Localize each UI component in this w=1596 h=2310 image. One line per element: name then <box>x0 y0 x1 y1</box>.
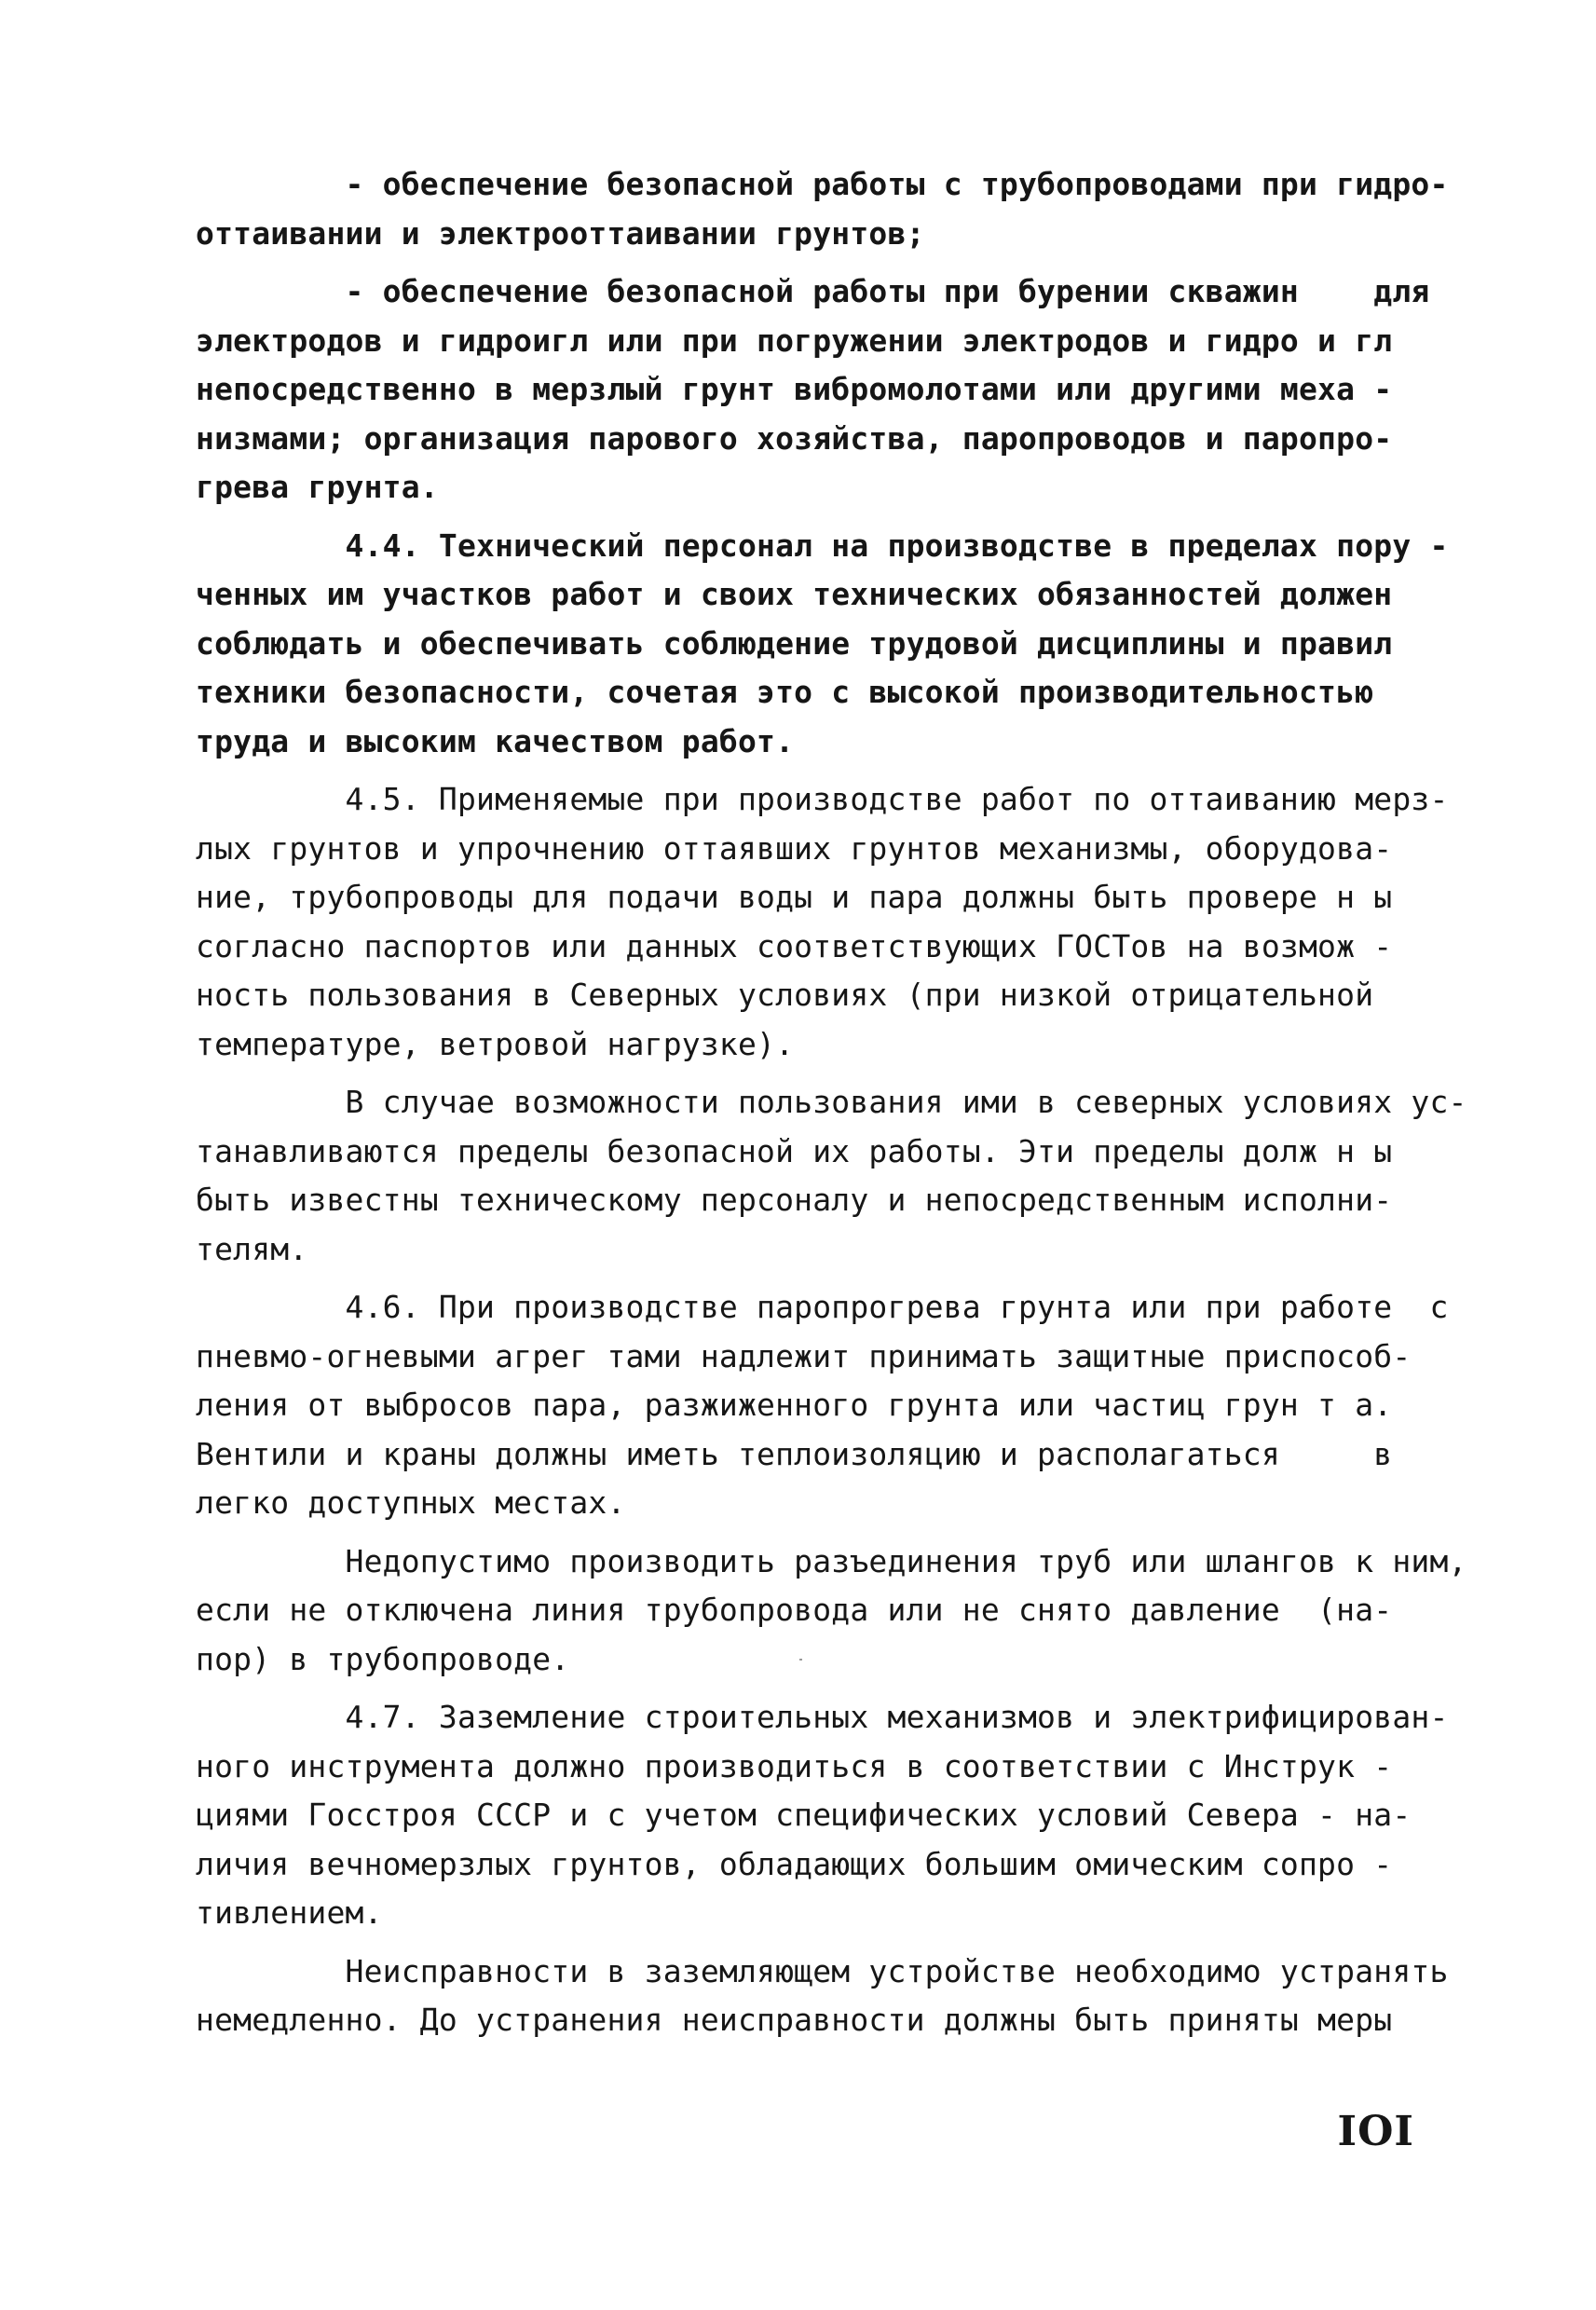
text-line: техники безопасности, сочетая это с высокой производительностью <box>196 674 1374 710</box>
paragraph <box>196 1078 1467 1274</box>
scan-speck <box>799 1659 802 1661</box>
text-line: легко доступных местах. <box>196 1484 626 1521</box>
text-line: ченных им участков работ и своих технических обязанностей должен <box>196 576 1393 612</box>
text-line: тивлением. <box>196 1894 383 1931</box>
text-line: труда и высоким качеством работ. <box>196 722 795 759</box>
text-line: ность пользования в Северных условиях (при низкой отрицательной <box>196 977 1374 1013</box>
paragraph <box>196 1538 1467 1685</box>
paragraph <box>196 1948 1449 2045</box>
text-line: соблюдать и обеспечивать соблюдение трудовой дисциплины и правил <box>196 624 1393 662</box>
text-line: непосредственно в мерзлый грунт вибромолотами или другими меха - <box>196 371 1393 407</box>
text-line: если не отключена линия трубопровода или не снято давление (на- <box>196 1592 1393 1628</box>
text-line: Неисправности в заземляющем устройстве необходимо устранять <box>196 1952 1449 1989</box>
text-line: - обеспечение безопасной работы с трубопроводами при гидро- <box>196 166 1449 202</box>
text-line: Вентили и краны должны иметь теплоизоляцию и располагаться в <box>196 1435 1393 1472</box>
text-line: согласно паспортов или данных соответствующих ГОСТов на возмож - <box>196 927 1393 964</box>
paragraph <box>196 1283 1449 1528</box>
text-line: лых грунтов и упрочнению оттаявших грунтов механизмы, оборудова- <box>196 829 1393 867</box>
paragraph <box>196 160 1449 258</box>
text-line: телям. <box>196 1230 308 1267</box>
paragraph <box>196 1693 1449 1938</box>
text-line: пор) в трубопроводе. <box>196 1640 570 1677</box>
page-number: IOI <box>1337 2108 1414 2155</box>
text-line: циями Госстроя СССР и с учетом специфических условий Севера - на- <box>196 1797 1412 1833</box>
paragraph <box>196 775 1449 1069</box>
text-line: быть известны техническому персоналу и непосредственным исполни- <box>196 1182 1393 1218</box>
text-line: личия вечномерзлых грунтов, обладающих большим омическим сопро - <box>196 1845 1393 1882</box>
text-line: грева грунта. <box>196 469 439 505</box>
text-line: 4.6. При производстве паропрогрева грунта или при работе с <box>196 1289 1449 1325</box>
text-line: ления от выбросов пара, разжиженного грунта или частиц грун т а. <box>196 1387 1393 1423</box>
text-line: 4.5. Применяемые при производстве работ по оттаиванию мерз- <box>196 781 1449 817</box>
text-line: - обеспечение безопасной работы при бурении скважин для <box>196 273 1430 309</box>
text-line: Недопустимо производить разъединения труб или шлангов к ним, <box>196 1542 1467 1579</box>
text-line: оттаивании и электрооттаивании грунтов; <box>196 214 925 252</box>
text-line: пневмо-огневыми агрег тами надлежит принимать защитные приспособ- <box>196 1337 1412 1374</box>
text-line: немедленно. До устранения неисправности должны быть приняты меры <box>196 2002 1393 2038</box>
paragraph <box>196 522 1449 767</box>
text-line: В случае возможности пользования ими в северных условиях ус- <box>196 1084 1467 1120</box>
text-line: 4.7. Заземление строительных механизмов и электрифицирован- <box>196 1699 1449 1735</box>
text-line: танавливаются пределы безопасной их работы. Эти пределы долж н ы <box>196 1132 1393 1169</box>
paragraph <box>196 267 1430 513</box>
text-line: низмами; организация парового хозяйства, паропроводов и паропро- <box>196 419 1393 457</box>
body-text <box>196 160 1467 2045</box>
text-line: ние, трубопроводы для подачи воды и пара должны быть провере н ы <box>196 879 1393 915</box>
text-line: температуре, ветровой нагрузке). <box>196 1025 795 1062</box>
text-line: электродов и гидроигл или при погружении электродов и гидро и гл <box>196 321 1393 359</box>
text-line: ного инструмента должно производиться в соответствии с Инструк - <box>196 1747 1393 1784</box>
text-line: 4.4. Технический персонал на производстве в пределах пору - <box>196 526 1449 564</box>
